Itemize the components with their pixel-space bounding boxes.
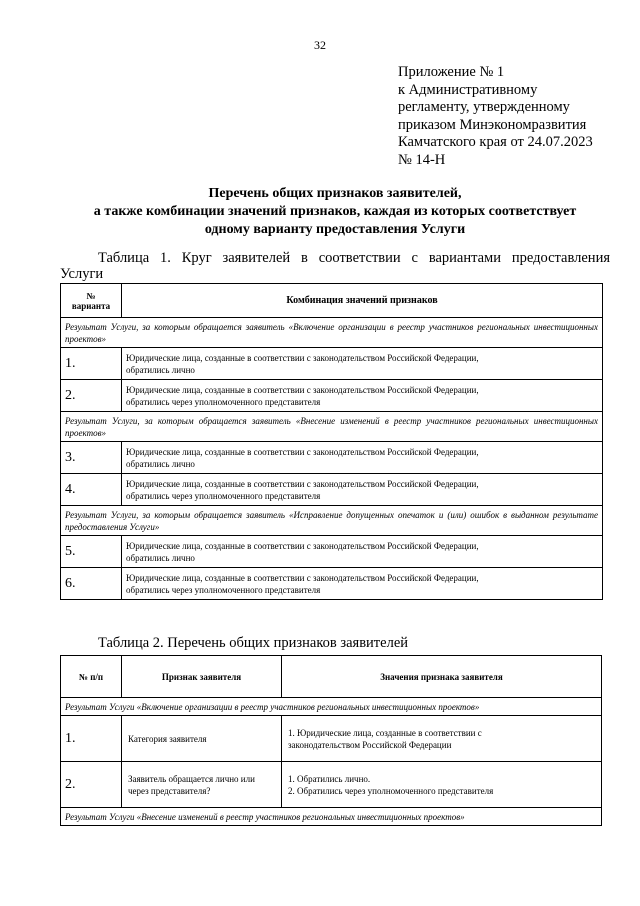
appendix-block [398,64,618,169]
variant-number: 3. [61,442,122,474]
applicant-variants-table [60,283,603,600]
description-line: обратились лично [126,364,195,375]
description-line: Юридические лица, созданные в соответствии с законодательством Российской Федерации, [126,478,479,489]
value-line: 2. Обратились через уполномоченного представителя [288,785,494,796]
title-line: одному варианту предоставления Услуги [204,222,466,237]
value-line: законодательством Российской Федерации [288,739,452,750]
value-line: 1. Юридические лица, созданные в соответствии с [288,727,482,738]
result-section-text: Результат Услуги, за которым обращается заявитель «Внесение изменений в реестр участников региональных инвестиционных проектов» [61,412,603,442]
applicant-sign: Категория заявителя [122,716,282,762]
table-row [61,568,603,600]
value-line: 1. Обратились лично. [288,773,371,784]
column-header-values: Значения признака заявителя [282,656,602,698]
variant-description [122,442,603,474]
description-line: обратились через уполномоченного представителя [126,396,321,407]
description-line: Юридические лица, созданные в соответствии с законодательством Российской Федерации, [126,384,479,395]
appendix-line: к Административному [398,81,538,98]
result-section-row [61,506,603,536]
variant-number: 4. [61,474,122,506]
applicant-sign: Заявитель обращается лично или через представителя? [122,762,282,808]
appendix-line: Камчатского края от 24.07.2023 [398,134,593,150]
description-line: обратились лично [126,458,195,469]
description-line: Юридические лица, созданные в соответствии с законодательством Российской Федерации, [126,352,479,363]
applicant-signs-table [60,655,602,826]
table-row [61,442,603,474]
result-section-text: Результат Услуги, за которым обращается заявитель «Включение организации в реестр участников региональных инвестиционных проектов» [61,318,603,348]
table-row [61,716,602,762]
page-number: 32 [314,38,326,52]
header-text: варианта [71,300,111,311]
applicant-sign-values [282,762,602,808]
appendix-line: Приложение № 1 [398,64,505,80]
applicant-sign-values [282,716,602,762]
result-section-row [61,318,603,348]
table-header-row [61,284,603,318]
variant-number: 5. [61,536,122,568]
appendix-line: № 14-Н [398,151,446,168]
variant-description [122,536,603,568]
variant-description [122,348,603,380]
column-header-number: № п/п [61,656,122,698]
title-line: а также комбинации значений признаков, каждая из которых соответствует [93,204,577,219]
table-row [61,536,603,568]
result-section-text: Результат Услуги, за которым обращается заявитель «Исправление допущенных опечаток и (или) ошибок в выданном результате предоставления Услуги» [61,506,603,536]
table1-caption: Таблица 1. Круг заявителей в соответствии с вариантами предоставления [98,250,610,266]
row-number: 1. [61,716,122,762]
table-row [61,474,603,506]
table-header-row [61,656,602,698]
column-header-variant-number [61,284,122,318]
description-line: обратились через уполномоченного представителя [126,490,321,501]
variant-description [122,380,603,412]
table-row [61,762,602,808]
result-section-row [61,808,602,826]
variant-number: 2. [61,380,122,412]
table-row [61,348,603,380]
column-header-sign: Признак заявителя [122,656,282,698]
description-line: Юридические лица, созданные в соответствии с законодательством Российской Федерации, [126,446,479,457]
row-number: 2. [61,762,122,808]
description-line: Юридические лица, созданные в соответствии с законодательством Российской Федерации, [126,540,479,551]
table2-caption: Таблица 2. Перечень общих признаков заявителей [98,635,409,651]
appendix-line: регламенту, утвержденному [398,99,570,115]
variant-description [122,568,603,600]
variant-number: 1. [61,348,122,380]
table-row [61,380,603,412]
description-line: Юридические лица, созданные в соответствии с законодательством Российской Федерации, [126,572,479,583]
result-section-text: Результат Услуги «Включение организации в реестр участников региональных инвестиционных проектов» [61,698,602,716]
table1-caption-continued: Услуги [60,266,104,282]
appendix-line: приказом Минэкономразвития [398,116,587,133]
result-section-row [61,698,602,716]
variant-description [122,474,603,506]
title-line: Перечень общих признаков заявителей, [208,186,462,201]
column-header-combination: Комбинация значений признаков [122,284,603,318]
variant-number: 6. [61,568,122,600]
document-title [30,185,640,239]
result-section-text: Результат Услуги «Внесение изменений в реестр участников региональных инвестиционных проектов» [61,808,602,826]
header-text: № [86,290,96,301]
result-section-row [61,412,603,442]
description-line: обратились лично [126,552,195,563]
description-line: обратились через уполномоченного представителя [126,584,321,595]
